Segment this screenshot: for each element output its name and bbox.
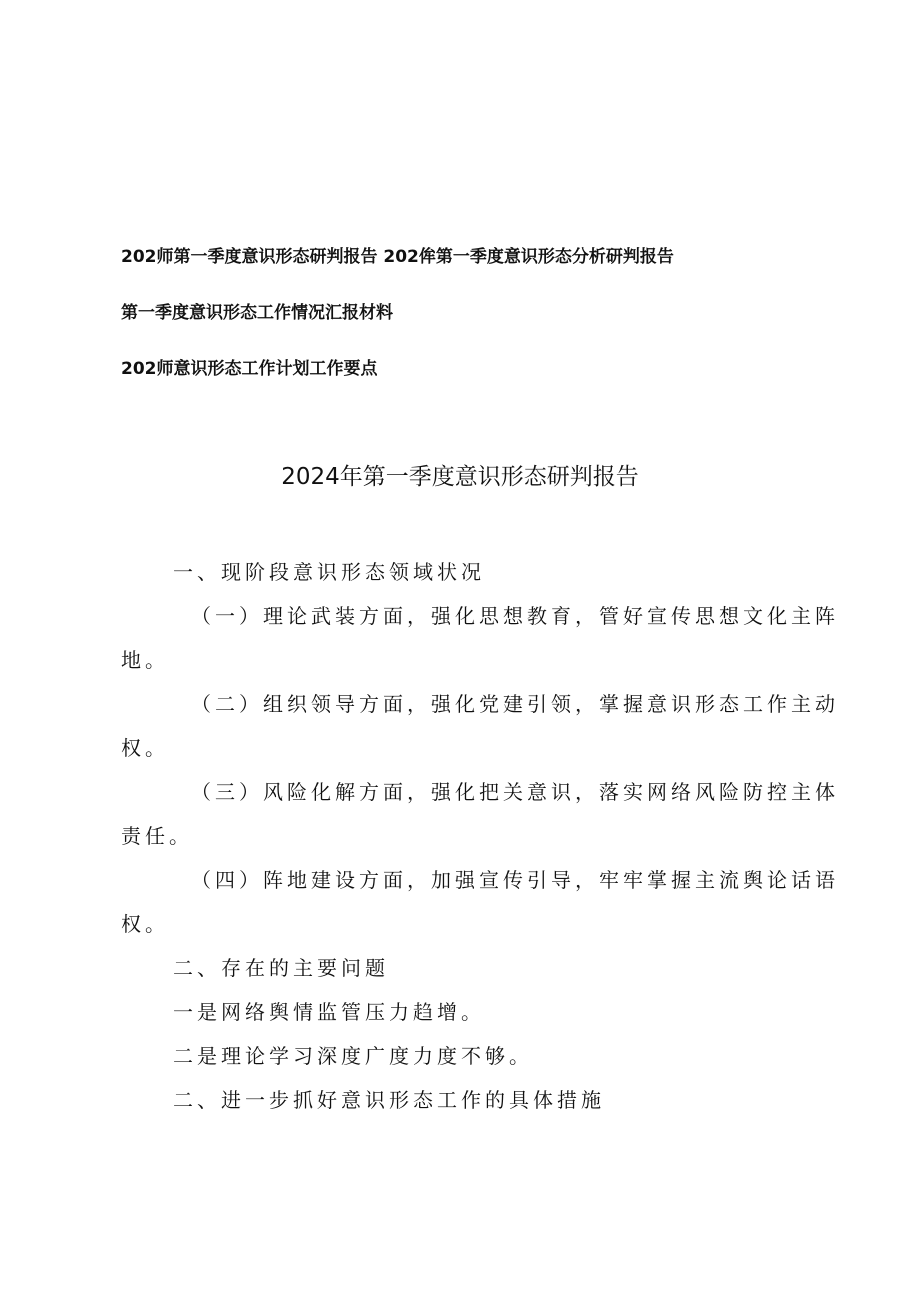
document-title: 2024年第一季度意识形态研判报告 xyxy=(281,464,639,490)
section-heading-1: 一、现阶段意识形态领域状况 xyxy=(173,560,485,584)
paragraph-3-line-2: 责任。 xyxy=(121,824,193,848)
section-heading-2: 二、存在的主要问题 xyxy=(173,956,389,980)
paragraph-4-line-1: （四）阵地建设方面，加强宣传引导，牢牢掌握主流舆论话语 xyxy=(191,868,839,892)
toc-item-2: 第一季度意识形态工作情况汇报材料 xyxy=(121,303,393,323)
toc-item-3: 202师意识形态工作计划工作要点 xyxy=(121,359,378,379)
section-heading-3: 二、进一步抓好意识形态工作的具体措施 xyxy=(173,1088,605,1112)
paragraph-3-line-1: （三）风险化解方面，强化把关意识，落实网络风险防控主体 xyxy=(191,780,839,804)
paragraph-1-line-1: （一）理论武装方面，强化思想教育，管好宣传思想文化主阵 xyxy=(191,604,839,628)
paragraph-1-line-2: 地。 xyxy=(121,648,169,672)
paragraph-2-line-1: （二）组织领导方面，强化党建引领，掌握意识形态工作主动 xyxy=(191,692,839,716)
document-body xyxy=(121,550,839,1122)
paragraph-2-line-2: 权。 xyxy=(121,736,169,760)
problem-item-2: 二是理论学习深度广度力度不够。 xyxy=(173,1044,533,1068)
problem-item-1: 一是网络舆情监管压力趋增。 xyxy=(173,1000,485,1024)
toc-item-1: 202师第一季度意识形态研判报告 202侔第一季度意识形态分析研判报告 xyxy=(121,247,674,267)
paragraph-4-line-2: 权。 xyxy=(121,912,169,936)
